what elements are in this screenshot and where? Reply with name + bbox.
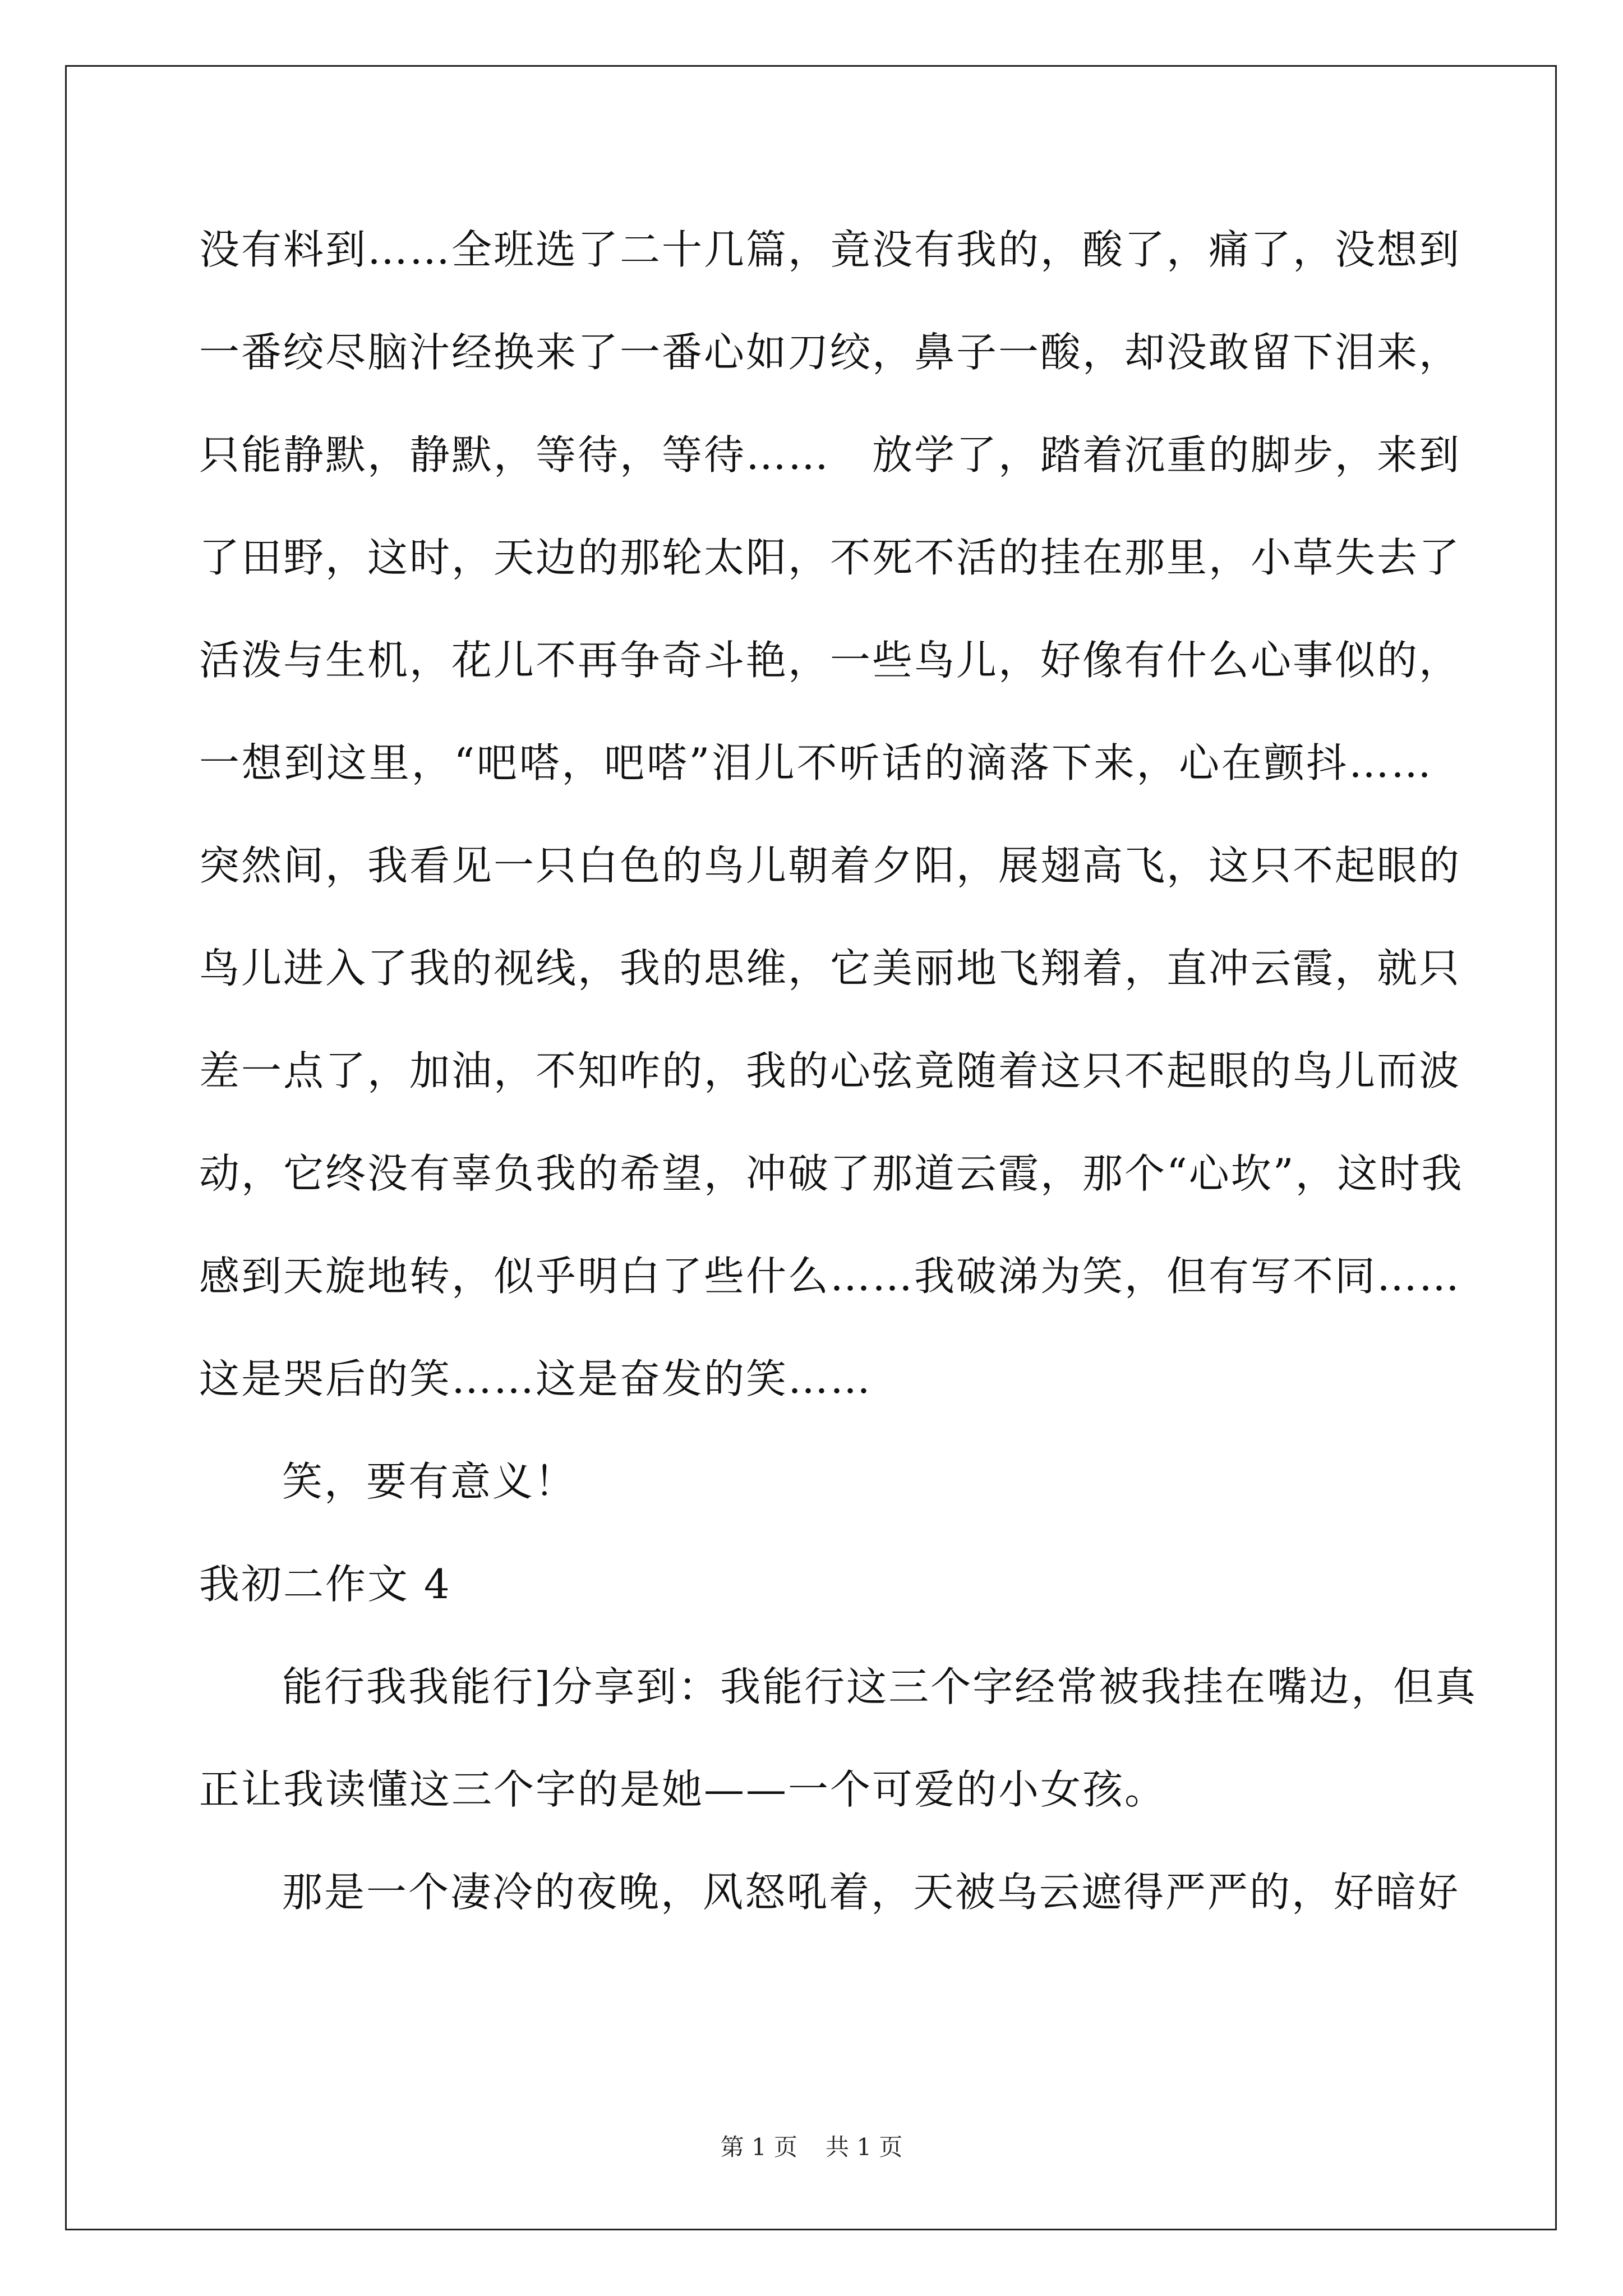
text-line: 正让我读懂这三个字的是她——一个可爱的小女孩。 bbox=[199, 1766, 1167, 1813]
text-line: 一想到这里，“吧嗒，吧嗒”泪儿不听话的滴落下来，心在颤抖…… bbox=[199, 739, 1433, 786]
text-line: 感到天旋地转，似乎明白了些什么……我破涕为笑，但有写不同…… bbox=[199, 1253, 1461, 1300]
text-line: 差一点了，加油，不知咋的，我的心弦竟随着这只不起眼的鸟儿而波 bbox=[199, 1047, 1461, 1094]
text-line: 一番绞尽脑汁经换来了一番心如刀绞，鼻子一酸，却没敢留下泪来， bbox=[199, 329, 1461, 376]
text-line: 没有料到……全班选了二十几篇，竟没有我的，酸了，痛了，没想到 bbox=[199, 226, 1461, 273]
text-line: 那是一个凄冷的夜晚，风怒吼着，天被乌云遮得严严的，好暗好 bbox=[282, 1869, 1460, 1916]
text-line: 突然间，我看见一只白色的鸟儿朝着夕阳，展翅高飞，这只不起眼的 bbox=[199, 842, 1461, 889]
text-line: 只能静默，静默，等待，等待…… 放学了，踏着沉重的脚步，来到 bbox=[199, 431, 1461, 478]
text-line: 鸟儿进入了我的视线，我的思维，它美丽地飞翔着，直冲云霞，就只 bbox=[199, 945, 1461, 992]
text-line: 动，它终没有辜负我的希望，冲破了那道云霞，那个“心坎”，这时我 bbox=[199, 1150, 1464, 1197]
text-line: 笑，要有意义！ bbox=[282, 1458, 577, 1505]
text-line: 这是哭后的笑……这是奋发的笑…… bbox=[199, 1355, 873, 1402]
page-total: 共 1 页 bbox=[826, 2133, 903, 2161]
text-line: 了田野，这时，天边的那轮太阳，不死不活的挂在那里，小草失去了 bbox=[199, 534, 1461, 581]
page-number: 第 1 页 bbox=[720, 2133, 797, 2161]
page-footer bbox=[0, 2131, 1623, 2164]
text-line: 活泼与生机，花儿不再争奇斗艳，一些鸟儿，好像有什么心事似的， bbox=[199, 637, 1461, 684]
section-heading: 我初二作文 4 bbox=[199, 1561, 451, 1608]
text-line: 能行我我能行]分享到：我能行这三个字经常被我挂在嘴边，但真 bbox=[282, 1663, 1478, 1710]
